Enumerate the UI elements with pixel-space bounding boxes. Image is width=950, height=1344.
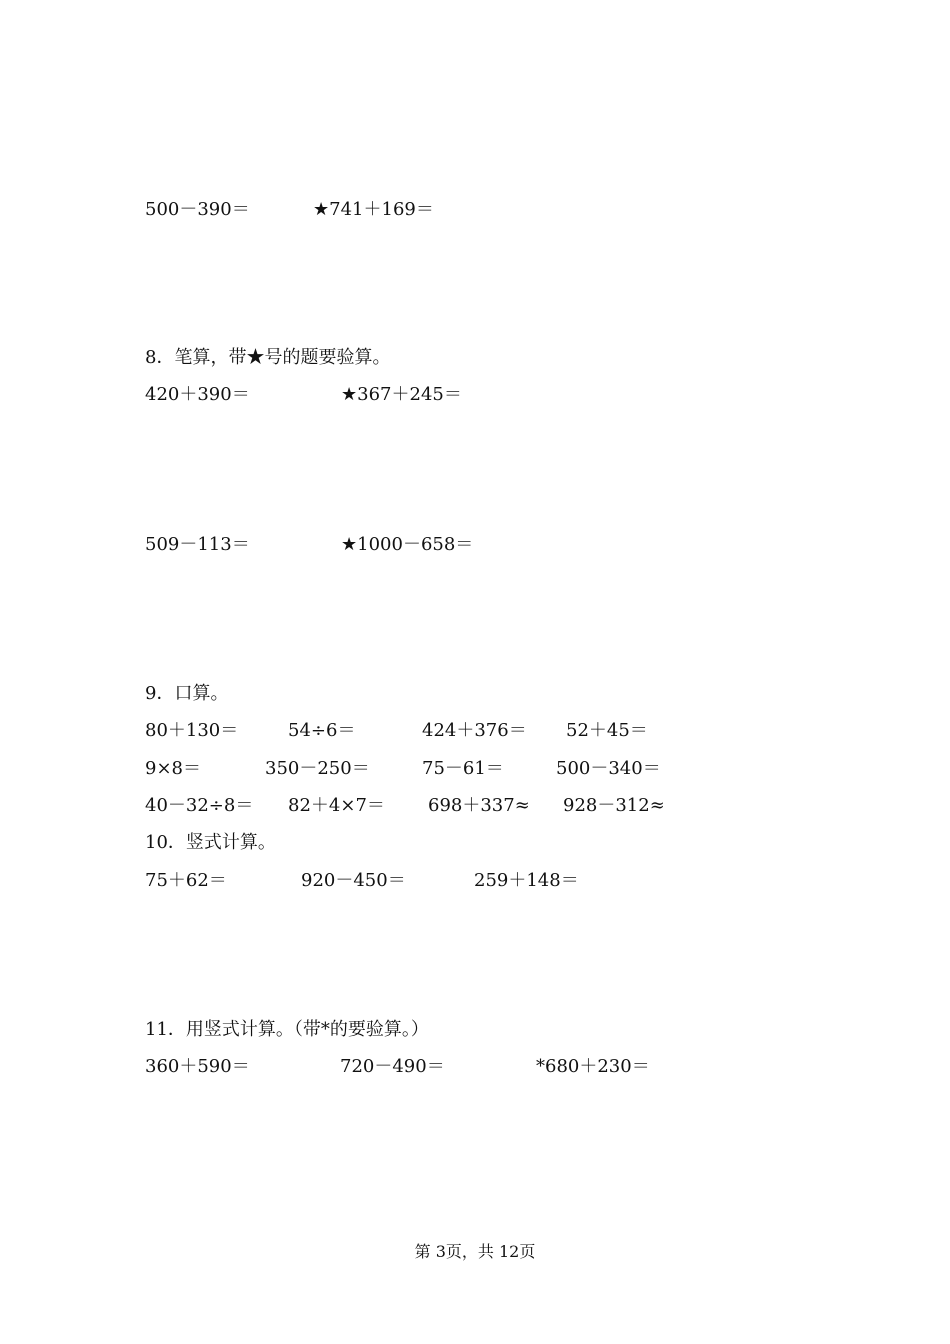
q11-expr-1: 360＋590＝ (145, 1056, 250, 1077)
q7-expr-1: 500－390＝ (145, 199, 250, 220)
q10-expr-3: 259＋148＝ (474, 870, 579, 891)
q9-expr-12: 928－312≈ (563, 795, 665, 816)
q9-expr-8: 500－340＝ (556, 758, 661, 779)
q9-expr-9: 40－32÷8＝ (145, 795, 254, 816)
q9-expr-4: 52＋45＝ (566, 720, 648, 741)
q8-expr-2: ★367＋245＝ (341, 384, 462, 405)
q11-expr-2: 720－490＝ (340, 1056, 445, 1077)
q9-expr-3: 424＋376＝ (422, 720, 527, 741)
q11-heading: 11．用竖式计算。（带*的要验算。） (145, 1019, 429, 1040)
q10-heading: 10．竖式计算。 (145, 832, 276, 853)
q9-heading: 9．口算。 (145, 683, 229, 704)
q9-expr-5: 9×8＝ (145, 758, 201, 779)
q7-expr-2: ★741＋169＝ (313, 199, 434, 220)
q9-expr-7: 75－61＝ (422, 758, 504, 779)
q9-expr-10: 82＋4×7＝ (288, 795, 385, 816)
q8-expr-4: ★1000－658＝ (341, 534, 474, 555)
q11-expr-3: *680＋230＝ (536, 1056, 650, 1077)
q9-expr-6: 350－250＝ (265, 758, 370, 779)
q9-expr-11: 698＋337≈ (428, 795, 530, 816)
q9-expr-2: 54÷6＝ (288, 720, 356, 741)
q8-heading: 8．笔算，带★号的题要验算。 (145, 347, 391, 368)
q10-expr-2: 920－450＝ (301, 870, 406, 891)
q8-expr-1: 420＋390＝ (145, 384, 250, 405)
page-number-footer: 第 3页，共 12页 (414, 1242, 536, 1261)
q8-expr-3: 509－113＝ (145, 534, 250, 555)
q9-expr-1: 80＋130＝ (145, 720, 239, 741)
q10-expr-1: 75＋62＝ (145, 870, 227, 891)
